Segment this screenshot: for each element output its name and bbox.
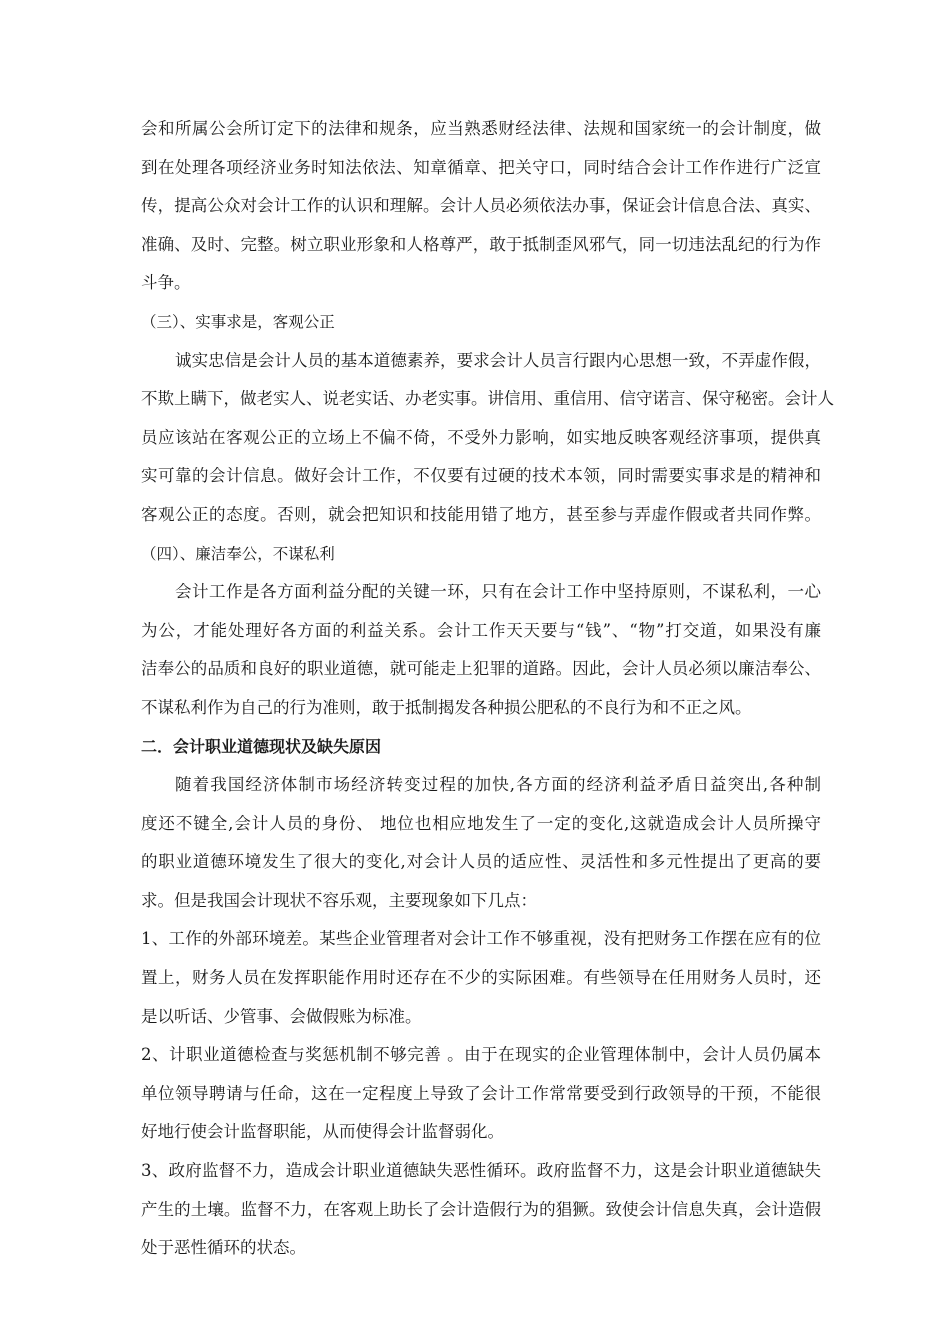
text-line: 会计工作是各方面利益分配的关键一环，只有在会计工作中坚持原则，不谋私利，一心 [175, 582, 821, 602]
document-body [141, 110, 834, 1268]
text-line: 3、政府监督不力，造成会计职业道德缺失恶性循环。政府监督不力，这是会计职业道德缺失 [141, 1161, 821, 1181]
paragraph-legal-compliance [141, 110, 821, 303]
text-line: 好地行使会计监督职能，从而使得会计监督弱化。 [141, 1122, 504, 1142]
list-item-1 [141, 920, 821, 1036]
text-line: 处于恶性循环的状态。 [141, 1238, 306, 1258]
text-line: 随着我国经济体制市场经济转变过程的加快,各方面的经济利益矛盾日益突出,各种制 [175, 775, 821, 795]
section-subheading-3: （三）、实事求是，客观公正 [141, 312, 335, 331]
text-line: 斗争。 [141, 273, 191, 293]
section-heading-2: 二．会计职业道德现状及缺失原因 [141, 736, 382, 756]
list-item-2 [141, 1036, 821, 1152]
text-line: 实可靠的会计信息。做好会计工作，不仅要有过硬的技术本领，同时需要实事求是的精神和 [141, 466, 821, 486]
text-line: 诚实忠信是会计人员的基本道德素养，要求会计人员言行跟内心思想一致，不弄虚作假， [175, 350, 821, 370]
text-line: 员应该站在客观公正的立场上不偏不倚，不受外力影响，如实地反映客观经济事项，提供真 [141, 427, 821, 447]
section-subheading-4: （四）、廉洁奉公，不谋私利 [141, 544, 335, 563]
text-line: 产生的土壤。监督不力，在客观上助长了会计造假行为的猖獗。致使会计信息失真，会计造假 [141, 1199, 821, 1219]
text-line: 准确、及时、完整。树立职业形象和人格尊严，敢于抵制歪风邪气，同一切违法乱纪的行为作 [141, 234, 821, 254]
paragraph-integrity [141, 573, 821, 727]
text-line: 置上，财务人员在发挥职能作用时还存在不少的实际困难。有些领导在任用财务人员时，还 [141, 968, 821, 988]
text-line: 单位领导聘请与任命，这在一定程度上导致了会计工作常常要受到行政领导的干预，不能很 [141, 1083, 821, 1103]
text-line: 是以听话、少管事、会做假账为标准。 [141, 1006, 422, 1026]
text-line: 传，提高公众对会计工作的认识和理解。会计人员必须依法办事，保证会计信息合法、真实、 [141, 196, 821, 216]
text-line: 洁奉公的品质和良好的职业道德，就可能走上犯罪的道路。因此，会计人员必须以廉洁奉公、 [141, 659, 821, 679]
text-line: 客观公正的态度。否则，就会把知识和技能用错了地方，甚至参与弄虚作假或者共同作弊。 [141, 504, 821, 524]
text-line: 的职业道德环境发生了很大的变化,对会计人员的适应性、灵活性和多元性提出了更高的要 [141, 852, 821, 872]
text-line: 1、工作的外部环境差。某些企业管理者对会计工作不够重视，没有把财务工作摆在应有的位 [141, 929, 821, 949]
text-line: 2、计职业道德检查与奖惩机制不够完善 。由于在现实的企业管理体制中，会计人员仍属本 [141, 1045, 821, 1065]
text-line: 会和所属公会所订定下的法律和规条，应当熟悉财经法律、法规和国家统一的会计制度，做 [141, 119, 821, 138]
list-item-3 [141, 1152, 821, 1268]
text-line: 到在处理各项经济业务时知法依法、知章循章、把关守口，同时结合会计工作作进行广泛宣 [141, 157, 821, 177]
paragraph-honesty [141, 342, 834, 535]
text-line: 度还不键全,会计人员的身份、 地位也相应地发生了一定的变化,这就造成会计人员所操守 [141, 813, 821, 833]
text-line: 为公，才能处理好各方面的利益关系。会计工作天天要与“钱”、“物”打交道，如果没有廉 [141, 620, 821, 640]
text-line: 不欺上瞒下，做老实人、说老实话、办老实事。讲信用、重信用、信守诺言、保守秘密。会计人 [141, 389, 834, 409]
text-line: 求。但是我国会计现状不容乐观，主要现象如下几点： [141, 890, 537, 910]
paragraph-current-status [141, 766, 821, 920]
text-line: 不谋私利作为自己的行为准则，敢于抵制揭发各种损公肥私的不良行为和不正之风。 [141, 697, 752, 717]
